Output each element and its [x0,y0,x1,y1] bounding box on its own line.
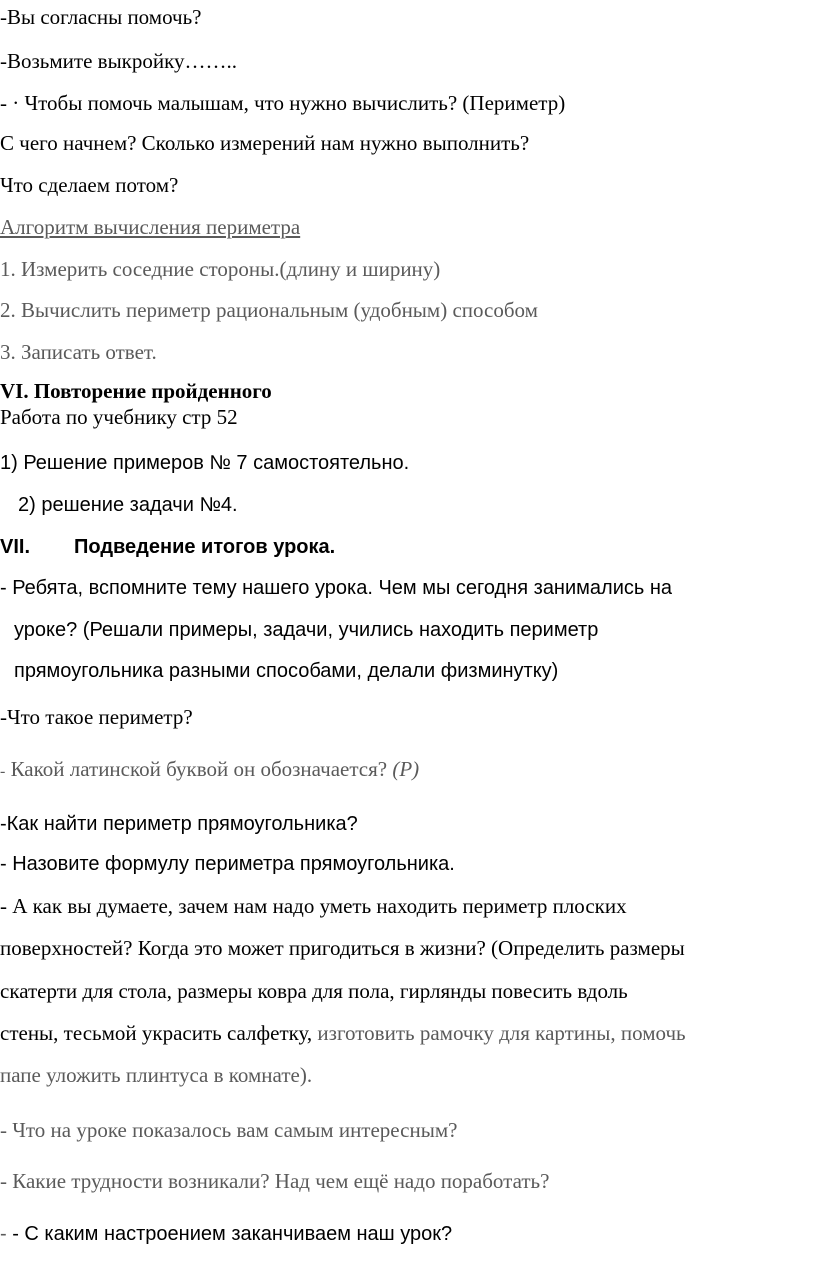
discussion-line-2: поверхностей? Когда это может пригодиться в жизни? (Определить размеры [0,936,685,960]
discussion-line-4 [0,1020,686,1046]
question-perimeter: -Что такое периметр? [0,705,193,729]
question-latin-letter [0,756,419,785]
discussion-line-3: скатерти для стола, размеры ковра для пола, гирлянды повесить вдоль [0,979,628,1003]
mood-text: - С каким настроением заканчиваем наш урок? [12,1223,453,1245]
algorithm-step-1: 1. Измерить соседние стороны.(длину и ширину) [0,257,441,281]
dash-marker: - [0,763,6,780]
review-item-1: 1) Решение примеров № 7 самостоятельно. [0,452,410,474]
question-mood [0,1221,452,1247]
section-summary-number: VII. [0,536,31,558]
section-review-heading: VI. Повторение пройденного [0,379,272,403]
discussion-line-4-gray: изготовить рамочку для картины, помочь [312,1021,686,1045]
discussion-line-4-black: стены, тесьмой украсить салфетку, [0,1021,313,1045]
question-agree: -Вы согласны помочь? [0,5,202,29]
latin-letter-text: Какой латинской буквой он обозначается? [5,757,393,781]
summary-line-1: - Ребята, вспомните тему нашего урока. Чем мы сегодня занимались на [0,577,673,599]
section-summary-heading: Подведение итогов урока. [74,536,336,558]
question-interesting: - Что на уроке показалось вам самым интересным? [0,1118,458,1142]
question-start: С чего начнем? Сколько измерений нам нужно выполнить? [0,131,530,155]
discussion-line-5: папе уложить плинтуса в комнате). [0,1063,313,1087]
instruction-pattern: -Возьмите выкройку…….. [0,49,238,73]
question-formula: - Назовите формулу периметра прямоугольника. [0,853,455,875]
review-item-2: 2) решение задачи №4. [18,494,238,516]
algorithm-heading: Алгоритм вычисления периметра [0,215,301,239]
latin-letter-answer: (Р) [392,757,420,781]
textbook-work: Работа по учебнику стр 52 [0,405,238,429]
question-calculate: - · Чтобы помочь малышам, что нужно вычислить? (Периметр) [0,91,566,115]
question-find-perimeter: -Как найти периметр прямоугольника? [0,813,358,835]
algorithm-step-2: 2. Вычислить периметр рациональным (удобным) способом [0,298,538,322]
discussion-line-1: - А как вы думаете, зачем нам надо уметь находить периметр плоских [0,894,627,918]
algorithm-step-3: 3. Записать ответ. [0,340,157,364]
mood-dash: - [0,1223,13,1245]
summary-line-2: уроке? (Решали примеры, задачи, учились находить периметр [14,619,599,641]
summary-line-3: прямоугольника разными способами, делали физминутку) [14,660,559,682]
question-difficulties: - Какие трудности возникали? Над чем ещё надо поработать? [0,1169,550,1193]
question-next: Что сделаем потом? [0,173,179,197]
